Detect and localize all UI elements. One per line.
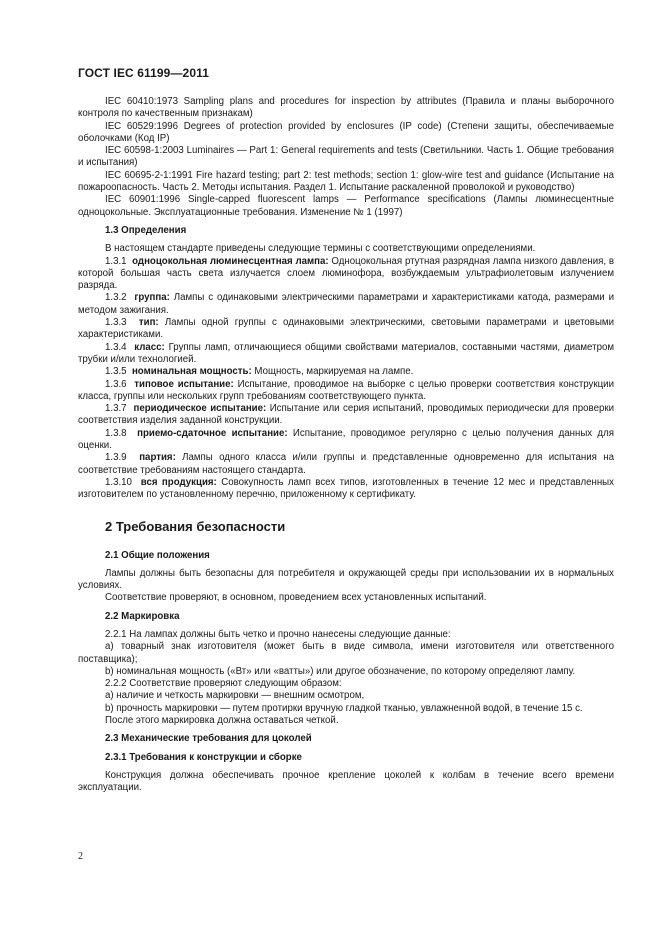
section-heading-2-3: 2.3 Механические требования для цоколей: [105, 733, 312, 745]
section-heading-1-3: 1.3 Определения: [105, 224, 187, 236]
document-header: ГОСТ IEC 61199—2011: [78, 66, 209, 80]
reference-iec-60529: IEC 60529:1996 Degrees of protection provided by enclosures (IP code) (Степени защиты, обеспечиваемые оболочками (Код IP): [78, 120, 614, 144]
page-number: 2: [78, 851, 83, 862]
page-body: [78, 96, 614, 795]
reference-iec-60901: IEC 60901:1996 Single-capped fluorescent lamps — Performance specifications (Лампы люминесцентные одноцокольные. Эксплуатационные требования. Изменение № 1 (1997): [78, 194, 614, 218]
reference-iec-60695: IEC 60695-2-1:1991 Fire hazard testing; part 2: test methods; section 1: glow-wire test and guidance (Испытание на пожароопасность. Часть 2. Методы испытания. Раздел 1. Испытание раскаленной проволокой и руководство): [78, 169, 614, 194]
list-item-2-2-1-b: b) номинальная мощность («Вт» или «ватты») или другое обозначение, по которому определяют лампу.: [105, 665, 576, 677]
definition-1-3-6: 1.3.6 типовое испытание: Испытание, проводимое на выборке с целью проверки соответствия конструкции класса, группы или нескольких групп требованиям соответствующего пункта.: [78, 378, 614, 402]
definition-1-3-10: 1.3.10 вся продукция: Совокупность ламп всех типов, изготовленных в течение 12 мес и представленных изготовителем по установленному перечню, приложенному к сертификату.: [78, 476, 614, 501]
paragraph-2-3-1: Конструкция должна обеспечивать прочное крепление цоколей к колбам в течение всего времени эксплуатации.: [78, 769, 614, 794]
paragraph-2-2-1: 2.2.1 На лампах должны быть четко и прочно нанесены следующие данные:: [105, 628, 451, 640]
paragraph-2-2-2: 2.2.2 Соответствие проверяют следующим образом:: [105, 678, 342, 690]
definition-1-3-8: 1.3.8 приемо-сдаточное испытание: Испытание, проводимое регулярно с целью получения данных для оценки.: [78, 427, 614, 452]
section-heading-2: 2 Требования безопасности: [105, 518, 286, 534]
definition-1-3-3: 1.3.3 тип: Лампы одной группы с одинаковыми электрическими, световыми параметрами и цветовыми характеристиками.: [78, 317, 614, 341]
list-item-2-2-2-b: b) прочность маркировки — путем протирки вручную гладкой тканью, увлажненной водой, в течение 15 с.: [105, 702, 583, 714]
definition-1-3-5: 1.3.5 номинальная мощность: Мощность, маркируемая на лампе.: [105, 366, 414, 378]
list-item-2-2-2-a: а) наличие и четкость маркировки — внешним осмотром,: [105, 690, 365, 702]
definition-1-3-9: 1.3.9 партия: Лампы одного класса и/или группы и представленные одновременно для испытания на соответствие требованиям настоящего стандарта.: [78, 452, 614, 476]
list-item-2-2-1-a: а) товарный знак изготовителя (может быть в виде символа, имени изготовителя или ответственного поставщика);: [78, 641, 614, 665]
paragraph-2-2-2-after: После этого маркировка должна оставаться четкой.: [105, 715, 339, 727]
reference-iec-60598: IEC 60598-1:2003 Luminaires — Part 1: General requirements and tests (Светильники. Часть 1. Общие требования и испытания): [78, 145, 614, 169]
definition-1-3-7: 1.3.7 периодическое испытание: Испытание или серия испытаний, проводимых периодически для проверки соответствия изделия заданной конструкции.: [78, 403, 614, 427]
paragraph-2-1-safety: Лампы должны быть безопасны для потребителя и окружающей среды при использовании их в нормальных условиях.: [78, 567, 614, 592]
paragraph-2-1-compliance: Соответствие проверяют, в основном, проведением всех установленных испытаний.: [105, 592, 487, 604]
section-heading-2-2: 2.2 Маркировка: [105, 610, 180, 622]
definition-1-3-4: 1.3.4 класс: Группы ламп, отличающиеся общими свойствами материалов, составными частями, диаметром трубки и/или технологией.: [78, 341, 615, 365]
definition-1-3-1: 1.3.1 одноцокольная люминесцентная лампа: Одноцокольная ртутная разрядная лампа низкого давления, в которой большая часть света излучается слоем люминофора, возбуждаемым ультрафиолетовым излучением разряда.: [78, 255, 614, 292]
definitions-intro: В настоящем стандарте приведены следующие термины с соответствующими определениями.: [105, 243, 536, 255]
reference-iec-60410: IEC 60410:1973 Sampling plans and procedures for inspection by attributes (Правила и планы выборочного контроля по качественным признакам): [78, 96, 614, 120]
section-heading-2-1: 2.1 Общие положения: [105, 549, 210, 561]
definition-1-3-2: 1.3.2 группа: Лампы с одинаковыми электрическими параметрами и характеристиками катода, размерами и методом зажигания.: [78, 292, 614, 316]
section-heading-2-3-1: 2.3.1 Требования к конструкции и сборке: [105, 751, 302, 763]
